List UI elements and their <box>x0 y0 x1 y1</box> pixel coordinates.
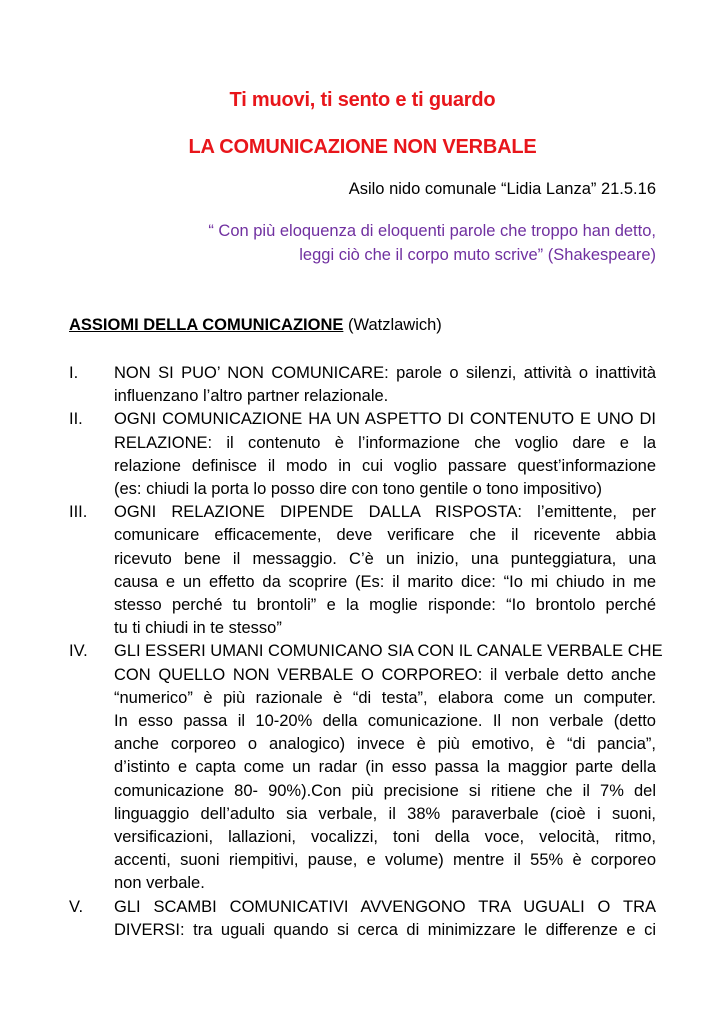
axiom-line: (es: chiudi la porta lo posso dire con tono gentile o tono impositivo) <box>114 480 602 499</box>
axiom-number: I. <box>69 364 79 382</box>
axiom-line: relazione definisce il modo in cui voglio passare quest’informazione <box>114 456 656 475</box>
axioms-heading-author: (Watzlawich) <box>347 316 442 334</box>
axioms-heading <box>69 316 442 335</box>
axiom-number: III. <box>69 503 88 522</box>
axiom-text <box>114 408 656 501</box>
axiom-line: tu ti chiudi in te stesso” <box>114 619 282 638</box>
axiom-item <box>69 408 656 501</box>
quote-line: “ Con più eloquenza di eloquenti parole che troppo han detto, <box>208 222 656 240</box>
axioms-list <box>69 362 663 942</box>
venue-date: Asilo nido comunale “Lidia Lanza” 21.5.16 <box>348 180 656 198</box>
axiom-line: influenzano l’altro partner relazionale. <box>114 387 389 406</box>
axiom-line: stesso perché tu brontoli” e la moglie risponde: “Io brontolo perché <box>114 596 656 615</box>
shakespeare-quote <box>96 219 656 267</box>
axiom-item <box>69 640 663 895</box>
axiom-line: versificazioni, lallazioni, vocalizzi, toni della voce, velocità, ritmo, <box>114 828 656 847</box>
axiom-item <box>69 501 656 640</box>
document-title: Ti muovi, ti sento e ti guardo <box>229 89 496 111</box>
axiom-line: comunicare efficacemente, deve verificare che il ricevente abbia <box>114 526 656 545</box>
axiom-number: V. <box>69 897 84 916</box>
axiom-item <box>69 896 656 942</box>
axiom-line: ricevuto bene il messaggio. C’è un inizio, una punteggiatura, una <box>114 549 656 568</box>
axiom-line: linguaggio dell’adulto sia verbale, il 38% paraverbale (cioè i suoni, <box>114 804 656 823</box>
axiom-line: OGNI RELAZIONE DIPENDE DALLA RISPOSTA: l’emittente, per <box>114 503 656 522</box>
document-subtitle: LA COMUNICAZIONE NON VERBALE <box>188 136 537 158</box>
axiom-line: RELAZIONE: il contenuto è l’informazione che voglio dare e la <box>114 433 656 452</box>
axiom-line: DIVERSI: tra uguali quando si cerca di minimizzare le differenze e ci <box>114 920 656 939</box>
axiom-item <box>69 362 656 408</box>
axiom-text <box>114 896 656 942</box>
axiom-line: GLI SCAMBI COMUNICATIVI AVVENGONO TRA UGUALI O TRA <box>114 897 656 916</box>
axiom-number: IV. <box>69 642 88 661</box>
axiom-line: NON SI PUO’ NON COMUNICARE: parole o silenzi, attività o inattività <box>114 364 656 382</box>
axiom-line: In esso passa il 10-20% della comunicazione. Il non verbale (detto <box>114 712 656 731</box>
axiom-line: “numerico” è più razionale è “di testa”, elabora come un computer. <box>114 688 656 707</box>
axiom-line: causa e un effetto da scoprire (Es: il marito dice: “Io mi chiudo in me <box>114 572 656 591</box>
axiom-text <box>114 501 656 640</box>
axiom-line: d’istinto e capta come un radar (in esso passa la maggior parte della <box>114 758 656 777</box>
quote-line: leggi ciò che il corpo muto scrive” (Shakespeare) <box>299 246 656 264</box>
axiom-text <box>114 640 663 895</box>
axiom-line: GLI ESSERI UMANI COMUNICANO SIA CON IL CANALE VERBALE CHE <box>114 642 663 661</box>
axioms-heading-title: ASSIOMI DELLA COMUNICAZIONE <box>69 316 344 334</box>
axiom-text <box>114 362 656 408</box>
axiom-line: OGNI COMUNICAZIONE HA UN ASPETTO DI CONTENUTO E UNO DI <box>114 410 656 429</box>
axiom-line: accenti, suoni riempitivi, pause, e volume) mentre il 55% è corporeo <box>114 851 656 870</box>
axiom-line: non verbale. <box>114 874 205 893</box>
axiom-line: anche corporeo o analogico) invece è più emotivo, è “di pancia”, <box>114 735 656 754</box>
axiom-line: CON QUELLO NON VERBALE O CORPOREO: il verbale detto anche <box>114 665 656 684</box>
axiom-line: comunicazione 80- 90%).Con più precisione si ritiene che il 7% del <box>114 781 656 800</box>
axiom-number: II. <box>69 410 83 429</box>
